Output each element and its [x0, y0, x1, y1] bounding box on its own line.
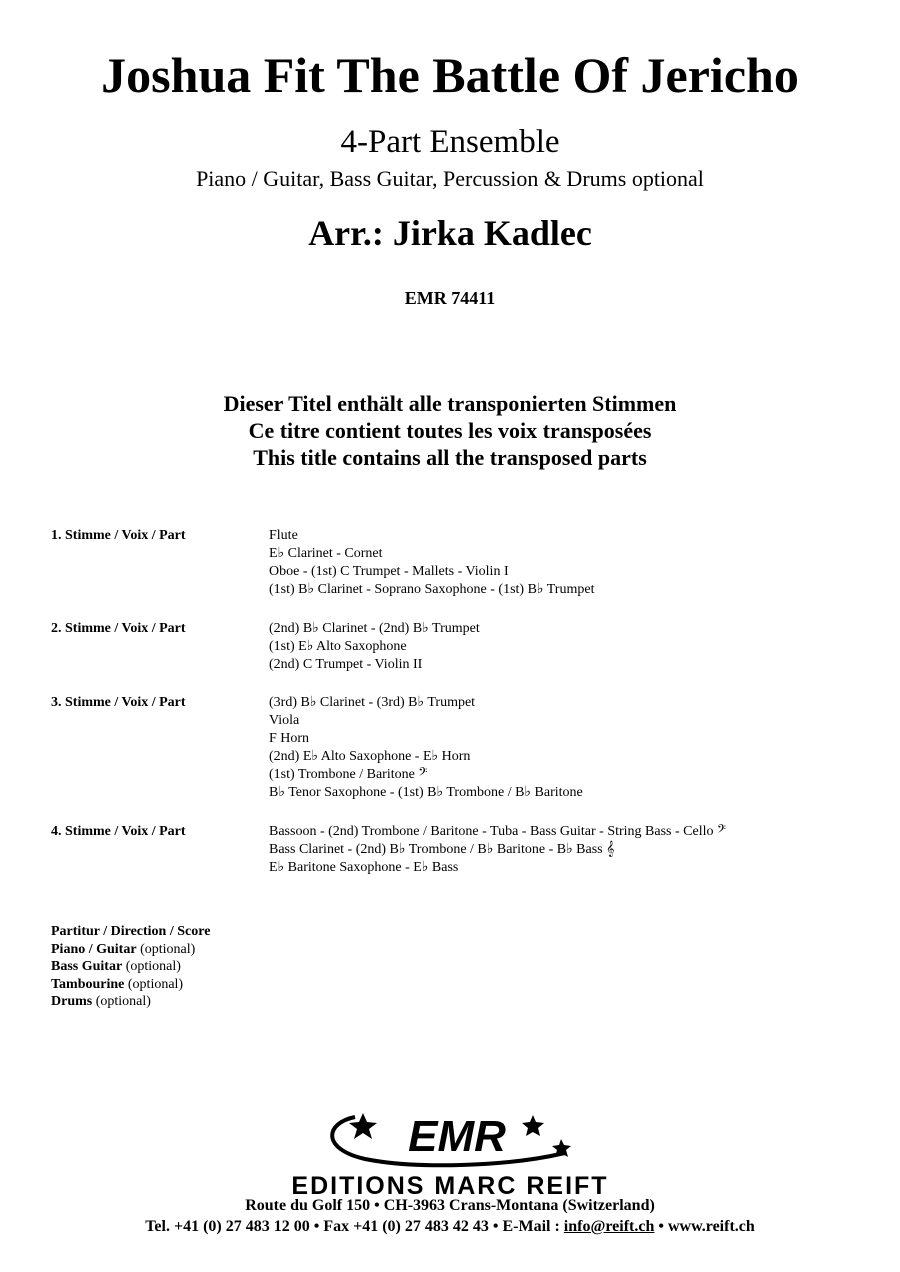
instrument-line: Bassoon - (2nd) Trombone / Baritone - Tuba - Bass Guitar - String Bass - Cello 𝄢: [269, 824, 726, 839]
publisher-address: Route du Golf 150 • CH-3963 Crans-Montana (Switzerland): [245, 1197, 655, 1214]
part-instrument-list: [269, 527, 869, 599]
notice-english: This title contains all the transposed parts: [253, 445, 647, 470]
extra-item: [51, 958, 210, 976]
extra-item-name: Bass Guitar: [51, 959, 123, 974]
instrument-line: (1st) Trombone / Baritone 𝄢: [269, 767, 428, 782]
part-label: 1. Stimme / Voix / Part: [51, 528, 186, 543]
emr-logo: [0, 1105, 900, 1173]
extra-item: [51, 993, 210, 1011]
instrument-line: Oboe - (1st) C Trumpet - Mallets - Violin I: [269, 564, 509, 579]
instrument-line: Viola: [269, 713, 300, 728]
ensemble-subtitle: 4-Part Ensemble: [340, 124, 560, 160]
notice-german: Dieser Titel enthält alle transponierten Stimmen: [223, 391, 677, 416]
extra-item-name: Drums: [51, 994, 93, 1009]
instrument-line: E♭ Clarinet - Cornet: [269, 546, 383, 561]
extra-item-name: Tambourine: [51, 976, 125, 992]
transposed-parts-notice: [0, 390, 900, 471]
part-label: 2. Stimme / Voix / Part: [51, 621, 186, 636]
part-instrument-list: [269, 620, 869, 674]
extra-item: [51, 941, 210, 959]
emr-logo-graphic: [315, 1105, 585, 1173]
instrument-line: E♭ Baritone Saxophone - E♭ Bass: [269, 860, 459, 875]
instrument-line: (2nd) E♭ Alto Saxophone - E♭ Horn: [269, 749, 471, 764]
page-title: Joshua Fit The Battle Of Jericho: [101, 47, 799, 103]
extra-item-name: Piano / Guitar: [51, 941, 137, 957]
instrument-line: B♭ Tenor Saxophone - (1st) B♭ Trombone / B♭ Baritone: [269, 785, 583, 800]
extra-item-note: (optional): [136, 941, 196, 957]
contact-website: • www.reift.ch: [654, 1218, 755, 1235]
instrument-line: (2nd) B♭ Clarinet - (2nd) B♭ Trumpet: [269, 621, 480, 636]
arranger-credit: Arr.: Jirka Kadlec: [308, 213, 592, 253]
email-link[interactable]: info@reift.ch: [563, 1218, 655, 1235]
notice-french: Ce titre contient toutes les voix transposées: [248, 418, 652, 443]
logo-text: EMR: [408, 1112, 506, 1161]
instrument-line: (2nd) C Trumpet - Violin II: [269, 657, 423, 672]
extra-item-note: (optional): [92, 994, 151, 1009]
star-icon: [522, 1115, 544, 1136]
instrument-line: (3rd) B♭ Clarinet - (3rd) B♭ Trumpet: [269, 695, 476, 710]
extra-item-note: (optional): [122, 959, 181, 974]
instrument-line: Bass Clarinet - (2nd) B♭ Trombone / B♭ Baritone - B♭ Bass 𝄞: [269, 842, 615, 857]
instrument-line: Flute: [269, 528, 298, 543]
instrument-line: F Horn: [269, 731, 310, 746]
instrument-line: (1st) B♭ Clarinet - Soprano Saxophone - (1st) B♭ Trumpet: [269, 582, 595, 597]
catalog-number: EMR 74411: [404, 288, 496, 308]
part-instrument-list: [269, 694, 869, 802]
publisher-name: EDITIONS MARC REIFT: [291, 1172, 609, 1200]
optional-parts-list: [51, 923, 210, 1011]
publisher-contact: [0, 1218, 900, 1236]
extra-item-note: (optional): [124, 976, 184, 992]
instrumentation-line: Piano / Guitar, Bass Guitar, Percussion & Drums optional: [196, 166, 704, 191]
part-label: 4. Stimme / Voix / Part: [51, 824, 186, 839]
extra-item: [51, 923, 210, 941]
instrument-line: (1st) E♭ Alto Saxophone: [269, 639, 407, 654]
part-label: 3. Stimme / Voix / Part: [51, 695, 186, 710]
extra-item-name: Partitur / Direction / Score: [51, 924, 211, 939]
part-instrument-list: [269, 823, 869, 877]
contact-phone-fax: Tel. +41 (0) 27 483 12 00 • Fax +41 (0) 27 483 42 43 • E-Mail :: [145, 1218, 564, 1235]
extra-item: [51, 976, 210, 994]
